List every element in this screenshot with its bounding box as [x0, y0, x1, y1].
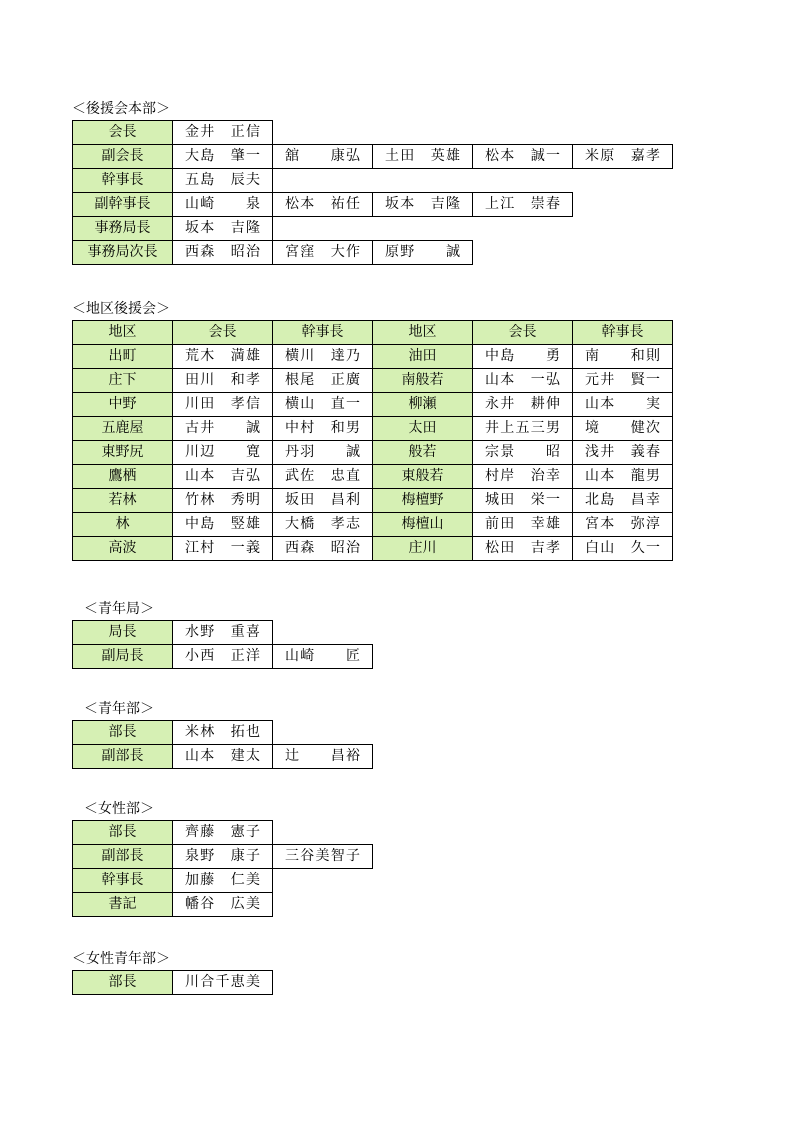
- role-label: 幹事長: [72, 868, 173, 893]
- member-name: 荒木 満雄: [172, 344, 273, 369]
- district-name: 油田: [372, 344, 473, 369]
- member-name: 原野 誠: [372, 240, 473, 265]
- role-label: 副局長: [72, 644, 173, 669]
- member-name: 金井 正信: [172, 120, 273, 145]
- table-row: [72, 464, 672, 488]
- member-name: 大島 肇一: [172, 144, 273, 169]
- district-name: 鷹栖: [72, 464, 173, 489]
- table-row: [72, 240, 672, 264]
- section-title: ＜女性青年部＞: [72, 951, 170, 967]
- column-header: 幹事長: [272, 320, 373, 345]
- table-row: [72, 620, 372, 644]
- table-row: [72, 416, 672, 440]
- district-name: 太田: [372, 416, 473, 441]
- district-name: 高波: [72, 536, 173, 561]
- member-name: 宗景 昭: [472, 440, 573, 465]
- section-chiku: [72, 300, 672, 560]
- member-name: 水野 重喜: [172, 620, 273, 645]
- member-name: 幡谷 広美: [172, 892, 273, 917]
- member-name: 境 健次: [572, 416, 673, 441]
- table-row: [72, 192, 672, 216]
- member-name: 丹羽 誠: [272, 440, 373, 465]
- section-title: ＜女性部＞: [84, 801, 154, 817]
- member-name: 川辺 寛: [172, 440, 273, 465]
- table-row: [72, 368, 672, 392]
- district-name: 梅檀野: [372, 488, 473, 513]
- member-name: 米林 拓也: [172, 720, 273, 745]
- member-name: 山本 龍男: [572, 464, 673, 489]
- section-honbu: [72, 100, 672, 264]
- section-title: ＜後援会本部＞: [72, 101, 170, 117]
- section-seinenbu: [72, 700, 372, 768]
- member-name: 三谷美智子: [272, 844, 373, 869]
- table-row: [72, 868, 372, 892]
- member-name: 江村 一義: [172, 536, 273, 561]
- member-name: 加藤 仁美: [172, 868, 273, 893]
- district-name: 般若: [372, 440, 473, 465]
- district-name: 中野: [72, 392, 173, 417]
- role-label: 事務局長: [72, 216, 173, 241]
- table-header-row: [72, 320, 672, 344]
- member-name: 横山 直一: [272, 392, 373, 417]
- member-name: 古井 誠: [172, 416, 273, 441]
- member-name: 宮本 弥淳: [572, 512, 673, 537]
- district-name: 南般若: [372, 368, 473, 393]
- table-row: [72, 820, 372, 844]
- column-header: 地区: [72, 320, 173, 345]
- member-name: 山本 一弘: [472, 368, 573, 393]
- member-name: 白山 久一: [572, 536, 673, 561]
- table-row: [72, 970, 272, 994]
- member-name: 北島 昌幸: [572, 488, 673, 513]
- district-name: 五鹿屋: [72, 416, 173, 441]
- member-name: 中村 和男: [272, 416, 373, 441]
- member-name: 南 和則: [572, 344, 673, 369]
- column-header: 地区: [372, 320, 473, 345]
- member-name: 坂田 昌利: [272, 488, 373, 513]
- district-name: 林: [72, 512, 173, 537]
- member-name: 根尾 正廣: [272, 368, 373, 393]
- table-row: [72, 440, 672, 464]
- table-row: [72, 512, 672, 536]
- member-name: 川合千恵美: [172, 970, 273, 995]
- role-label: 書記: [72, 892, 173, 917]
- member-name: 齊藤 憲子: [172, 820, 273, 845]
- table-row: [72, 536, 672, 560]
- member-name: 小西 正洋: [172, 644, 273, 669]
- member-name: 山崎 泉: [172, 192, 273, 217]
- column-header: 会長: [172, 320, 273, 345]
- member-name: 前田 幸雄: [472, 512, 573, 537]
- table-row: [72, 744, 372, 768]
- role-label: 副会長: [72, 144, 173, 169]
- section-seinenkyoku: [72, 600, 372, 668]
- section-title: ＜地区後援会＞: [72, 301, 170, 317]
- member-name: 村岸 治幸: [472, 464, 573, 489]
- role-label: 部長: [72, 820, 173, 845]
- table-row: [72, 392, 672, 416]
- district-name: 出町: [72, 344, 173, 369]
- member-name: 上江 崇春: [472, 192, 573, 217]
- member-name: 辻 昌裕: [272, 744, 373, 769]
- member-name: 田川 和孝: [172, 368, 273, 393]
- member-name: 中島 竪雄: [172, 512, 273, 537]
- member-name: 坂本 吉隆: [172, 216, 273, 241]
- column-header: 幹事長: [572, 320, 673, 345]
- member-name: 宮窪 大作: [272, 240, 373, 265]
- district-name: 庄川: [372, 536, 473, 561]
- section-title: ＜青年局＞: [84, 601, 154, 617]
- district-name: 東般若: [372, 464, 473, 489]
- role-label: 副部長: [72, 744, 173, 769]
- member-name: 松田 吉孝: [472, 536, 573, 561]
- district-name: 東野尻: [72, 440, 173, 465]
- table-row: [72, 144, 672, 168]
- role-label: 幹事長: [72, 168, 173, 193]
- district-name: 柳瀬: [372, 392, 473, 417]
- role-label: 事務局次長: [72, 240, 173, 265]
- table-row: [72, 344, 672, 368]
- role-label: 局長: [72, 620, 173, 645]
- member-name: 武佐 忠直: [272, 464, 373, 489]
- role-label: 部長: [72, 970, 173, 995]
- table-row: [72, 844, 372, 868]
- member-name: 坂本 吉隆: [372, 192, 473, 217]
- member-name: 元井 賢一: [572, 368, 673, 393]
- section-joseiseinenbu: [72, 950, 272, 994]
- district-name: 庄下: [72, 368, 173, 393]
- member-name: 山崎 匠: [272, 644, 373, 669]
- section-title: ＜青年部＞: [84, 701, 154, 717]
- member-name: 井上五三男: [472, 416, 573, 441]
- district-name: 梅檀山: [372, 512, 473, 537]
- table-row: [72, 720, 372, 744]
- table-row: [72, 488, 672, 512]
- table-row: [72, 892, 372, 916]
- member-name: 浅井 義春: [572, 440, 673, 465]
- member-name: 松本 祐任: [272, 192, 373, 217]
- member-name: 五島 辰夫: [172, 168, 273, 193]
- member-name: 中島 勇: [472, 344, 573, 369]
- member-name: 西森 昭治: [272, 536, 373, 561]
- member-name: 城田 栄一: [472, 488, 573, 513]
- table-row: [72, 120, 672, 144]
- district-name: 若林: [72, 488, 173, 513]
- member-name: 松本 誠一: [472, 144, 573, 169]
- role-label: 部長: [72, 720, 173, 745]
- table-row: [72, 644, 372, 668]
- member-name: 川田 孝信: [172, 392, 273, 417]
- member-name: 山本 吉弘: [172, 464, 273, 489]
- role-label: 会長: [72, 120, 173, 145]
- table-row: [72, 216, 672, 240]
- column-header: 会長: [472, 320, 573, 345]
- member-name: 山本 実: [572, 392, 673, 417]
- member-name: 竹林 秀明: [172, 488, 273, 513]
- member-name: 舘 康弘: [272, 144, 373, 169]
- table-row: [72, 168, 672, 192]
- member-name: 大橋 孝志: [272, 512, 373, 537]
- member-name: 横川 達乃: [272, 344, 373, 369]
- member-name: 山本 建太: [172, 744, 273, 769]
- member-name: 泉野 康子: [172, 844, 273, 869]
- role-label: 副部長: [72, 844, 173, 869]
- section-joseibu: [72, 800, 372, 916]
- member-name: 米原 嘉孝: [572, 144, 673, 169]
- member-name: 西森 昭治: [172, 240, 273, 265]
- member-name: 土田 英雄: [372, 144, 473, 169]
- role-label: 副幹事長: [72, 192, 173, 217]
- member-name: 永井 耕伸: [472, 392, 573, 417]
